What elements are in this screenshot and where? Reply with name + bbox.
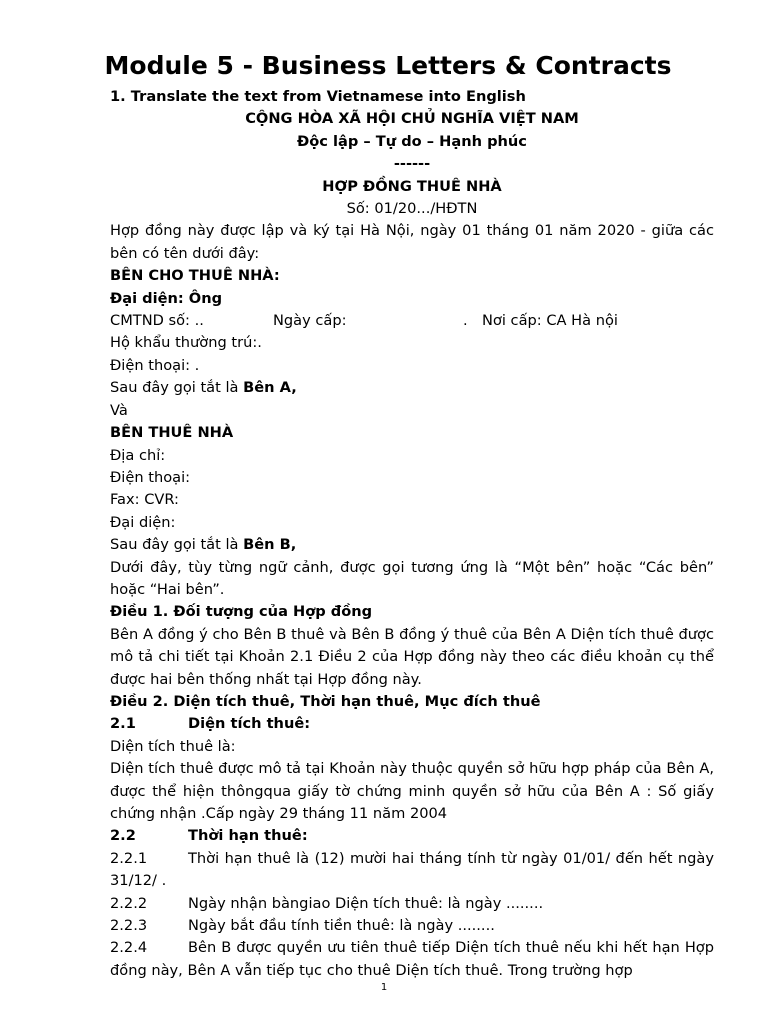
section-text: Ngày bắt đầu tính tiền thuê: là ngày ........ xyxy=(188,917,495,935)
lessee-address: Địa chỉ: xyxy=(110,446,166,464)
section-title: Diện tích thuê: xyxy=(188,715,311,733)
id-number: CMTND số: .. xyxy=(110,312,204,330)
lessor-heading: BÊN CHO THUÊ NHÀ: xyxy=(110,267,280,285)
nation-header: CỘNG HÒA XÃ HỘI CHỦ NGHĨA VIỆT NAM xyxy=(245,110,579,128)
party-b-line xyxy=(110,534,714,556)
lessor-phone: Điện thoại: . xyxy=(110,356,200,374)
id-issue-date: Ngày cấp: xyxy=(273,312,347,330)
section-2-2-1 xyxy=(110,848,714,893)
permanent-residence: Hộ khẩu thường trú:. xyxy=(110,334,262,352)
lessee-representative: Đại diện: xyxy=(110,513,176,531)
section-title: Thời hạn thuê: xyxy=(188,827,308,845)
document-body xyxy=(110,86,714,982)
intro-paragraph: Hợp đồng này được lập và ký tại Hà Nội, ngày 01 tháng 01 năm 2020 - giữa các bên có tên dưới đây: xyxy=(110,222,714,262)
called-prefix: Sau đây gọi tắt là xyxy=(110,379,239,397)
lessee-heading: BÊN THUÊ NHÀ xyxy=(110,424,234,442)
section-number: 2.2.2 xyxy=(110,894,148,912)
called-prefix: Sau đây gọi tắt là xyxy=(110,536,239,554)
page-title: Module 5 - Business Letters & Contracts xyxy=(104,51,672,80)
party-a-line xyxy=(110,377,714,399)
section-2-1-heading xyxy=(110,713,714,735)
article-1-text: Bên A đồng ý cho Bên B thuê và Bên B đồng ý thuê của Bên A Diện tích thuê được mô tả chi tiết tại Khoản 2.1 Điều 2 của Hợp đồng này theo các điều khoản cụ thể được hai bên thống nhất tại Hợp đồng này. xyxy=(110,625,714,688)
page-number: 1 xyxy=(380,982,388,993)
id-dot: . xyxy=(463,312,468,330)
party-b-label: Bên B, xyxy=(243,536,297,554)
section-number: 2.1 xyxy=(110,715,136,733)
motto: Độc lập – Tự do – Hạnh phúc xyxy=(297,132,527,150)
contract-number: Số: 01/20.../HĐTN xyxy=(346,200,478,218)
id-card-line xyxy=(110,310,714,332)
contract-title: HỢP ĐỒNG THUÊ NHÀ xyxy=(322,177,502,195)
section-text: Thời hạn thuê là (12) mười hai tháng tính từ ngày 01/01/ đến hết ngày 31/12/ . xyxy=(110,849,714,890)
section-2-2-2 xyxy=(110,893,714,915)
article-2-heading: Điều 2. Diện tích thuê, Thời hạn thuê, Mục đích thuê xyxy=(110,692,541,710)
party-a-label: Bên A, xyxy=(243,379,297,397)
section-number: 2.2.3 xyxy=(110,917,148,935)
section-2-2-4 xyxy=(110,937,714,982)
section-2-1-text: Diện tích thuê được mô tả tại Khoản này thuộc quyền sở hữu hợp pháp của Bên A, được thể hiện thôngqua giấy tờ chứng minh quyền sở hữu của Bên A : Số giấy chứng nhận .Cấp ngày 29 tháng 11 năm 2004 xyxy=(110,760,714,822)
lessee-phone: Điện thoại: xyxy=(110,468,191,486)
section-2-2-3 xyxy=(110,915,714,937)
section-text: Bên B được quyền ưu tiên thuê tiếp Diện tích thuê nếu khi hết hạn Hợp đồng này, Bên A vẫn tiếp tục cho thuê Diện tích thuê. Trong trường hợp xyxy=(110,939,714,979)
task-instruction: 1. Translate the text from Vietnamese into English xyxy=(110,88,526,105)
id-issue-place: Nơi cấp: CA Hà nội xyxy=(482,312,618,330)
section-2-2-heading xyxy=(110,825,714,847)
lessee-fax: Fax: CVR: xyxy=(110,491,179,509)
context-note: Dưới đây, tùy từng ngữ cảnh, được gọi tương ứng là “Một bên” hoặc “Các bên” hoặc “Hai bên”. xyxy=(110,558,714,598)
section-number: 2.2.1 xyxy=(110,849,148,867)
divider: ------ xyxy=(393,155,431,173)
lessor-representative: Đại diện: Ông xyxy=(110,289,223,307)
article-1-heading: Điều 1. Đối tượng của Hợp đồng xyxy=(110,603,373,621)
section-number: 2.2 xyxy=(110,827,136,845)
section-number: 2.2.4 xyxy=(110,939,148,957)
section-2-1-line: Diện tích thuê là: xyxy=(110,737,236,755)
section-text: Ngày nhận bàngiao Diện tích thuê: là ngày ........ xyxy=(188,894,544,912)
and-line: Và xyxy=(110,401,128,419)
